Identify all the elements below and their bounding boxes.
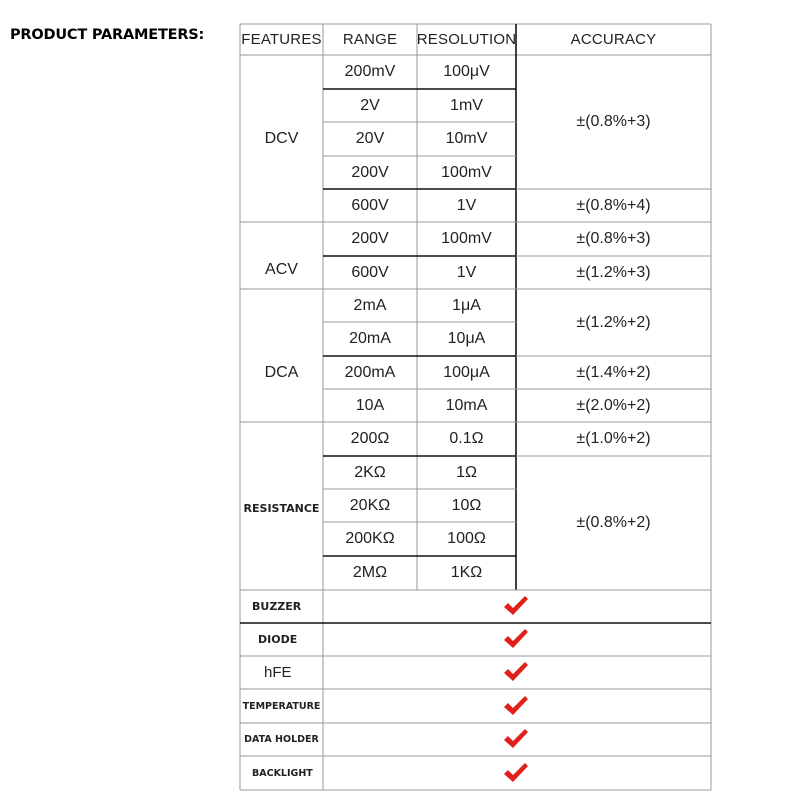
accuracy-cell: ±(1.0%+2)	[576, 430, 651, 447]
resolution-cell: 10mV	[445, 130, 488, 147]
resolution-cell: 1Ω	[456, 463, 477, 481]
range-cell: 200Ω	[350, 430, 390, 447]
resolution-cell: 1KΩ	[450, 564, 483, 581]
checkmark-icon	[503, 728, 529, 750]
checkmark-icon	[503, 595, 529, 617]
resolution-cell: 1μA	[452, 296, 481, 314]
accuracy-cell: ±(1.2%+2)	[576, 313, 651, 331]
checkmark-icon	[503, 695, 529, 717]
range-cell: 200mV	[344, 63, 396, 80]
group-label-dcv: DCV	[264, 129, 299, 147]
accuracy-cell: ±(0.8%+3)	[576, 113, 651, 130]
range-cell: 200KΩ	[345, 530, 395, 547]
resolution-cell: 1V	[456, 263, 477, 281]
range-cell: 20KΩ	[349, 496, 391, 514]
checkmark-icon	[503, 628, 529, 650]
resolution-cell: 100mV	[441, 163, 492, 181]
range-cell: 600V	[351, 196, 389, 214]
accuracy-cell: ±(2.0%+2)	[576, 396, 651, 414]
feature-label-backlight: BACKLIGHT	[252, 767, 313, 779]
accuracy-cell: ±(0.8%+2)	[576, 514, 651, 531]
resolution-cell: 100mV	[441, 230, 492, 247]
range-cell: 200V	[351, 163, 389, 181]
range-cell: 200mA	[344, 363, 396, 381]
feature-label-hfe: hFE	[264, 664, 292, 681]
group-label-acv: ACV	[265, 260, 298, 278]
resolution-cell: 100μV	[443, 63, 490, 80]
resolution-cell: 10mA	[445, 396, 488, 414]
range-cell: 10A	[355, 396, 385, 414]
range-cell: 2V	[360, 96, 380, 114]
resolution-cell: 1V	[456, 196, 477, 214]
feature-label-temperature: TEMPERATURE	[242, 700, 321, 712]
resolution-cell: 10Ω	[451, 496, 482, 514]
header-features: FEATURES	[241, 31, 322, 48]
header-range: RANGE	[342, 31, 398, 48]
accuracy-cell: ±(1.4%+2)	[576, 363, 651, 381]
feature-label-buzzer: BUZZER	[252, 600, 302, 613]
group-label-dca: DCA	[264, 363, 299, 381]
accuracy-cell: ±(1.2%+3)	[576, 263, 651, 281]
accuracy-cell: ±(0.8%+4)	[576, 196, 651, 214]
feature-label-diode: DIODE	[258, 633, 298, 646]
range-cell: 2KΩ	[354, 463, 386, 481]
page-title: PRODUCT PARAMETERS:	[10, 27, 205, 43]
resolution-cell: 1mV	[450, 96, 483, 114]
range-cell: 2MΩ	[352, 564, 388, 581]
accuracy-cell: ±(0.8%+3)	[576, 230, 651, 247]
range-cell: 2mA	[353, 296, 387, 314]
resolution-cell: 100Ω	[447, 530, 486, 547]
range-cell: 20mA	[349, 330, 391, 347]
resolution-cell: 100μA	[443, 363, 490, 381]
checkmark-icon	[503, 762, 529, 784]
resolution-cell: 10μA	[447, 330, 486, 347]
range-cell: 600V	[351, 263, 389, 281]
header-resolution: RESOLUTION	[416, 31, 517, 48]
group-label-resistance: RESISTANCE	[243, 501, 320, 515]
resolution-cell: 0.1Ω	[449, 430, 484, 447]
range-cell: 200V	[351, 230, 389, 247]
range-cell: 20V	[355, 130, 385, 147]
checkmark-icon	[503, 661, 529, 683]
header-accuracy: ACCURACY	[570, 31, 657, 48]
feature-label-data-holder: DATA HOLDER	[244, 734, 319, 745]
